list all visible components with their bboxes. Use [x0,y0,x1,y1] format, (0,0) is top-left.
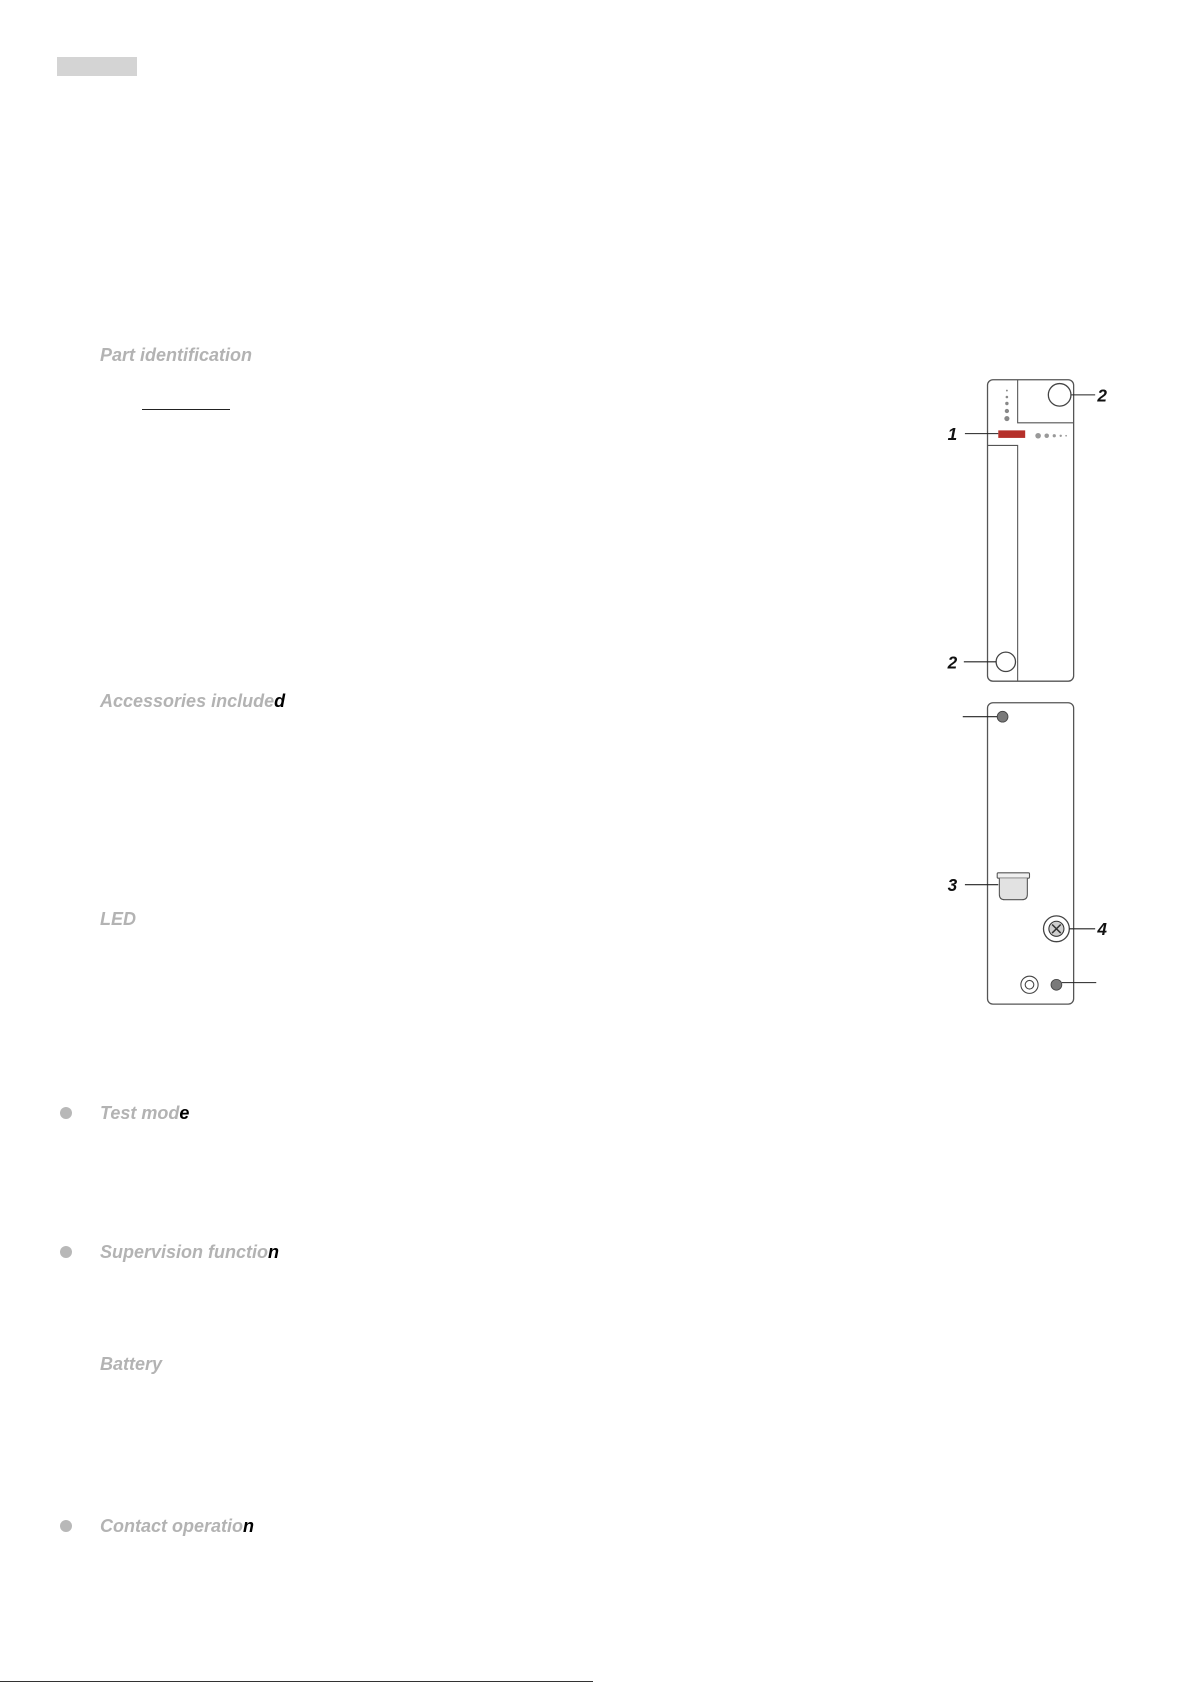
callout-2-top: 2 [1097,385,1107,406]
bullet-contact-operation [60,1520,72,1532]
heading-final-letter: d [274,691,286,711]
header-tab-block [57,57,137,76]
signal-dot-v2 [1006,396,1009,399]
battery-tab-body [999,878,1027,900]
heading-final-letter: n [268,1242,280,1262]
signal-dot-v1 [1006,390,1008,392]
heading-final-letter: n [243,1516,255,1536]
footnote-rule [0,1681,593,1682]
heading-test-mode: Test mode [100,1103,190,1123]
heading-battery: Battery [100,1354,163,1374]
signal-dot-h5 [1065,435,1067,437]
signal-dot-h1 [1035,433,1041,439]
bullet-supervision-function [60,1246,72,1258]
callout-4: 4 [1097,919,1107,940]
signal-dot-h3 [1053,434,1056,437]
callout-3: 3 [947,875,958,896]
mounting-hole-bottom [1051,979,1062,990]
signal-dot-h2 [1044,434,1049,439]
heading-contact-operation: Contact operation [100,1516,255,1536]
tamper-switch-inner [1025,980,1034,989]
heading-led: LED [100,909,136,929]
heading-final-letter: e [179,1103,190,1123]
callout-1: 1 [947,424,958,445]
signal-dot-v5 [1004,416,1009,421]
magnet-mark-bottom-circle [996,652,1015,671]
underline-rule [142,409,230,410]
led-indicator-bar [998,430,1025,438]
magnet-mark-top-circle [1048,384,1071,407]
callout-2-bottom: 2 [947,652,958,673]
bullet-test-mode [60,1107,72,1119]
heading-accessories-included: Accessories included [100,691,286,711]
heading-part-identification: Part identification [100,345,253,365]
signal-dot-v3 [1005,402,1008,405]
mounting-hole-top [997,711,1008,722]
signal-dot-h4 [1060,435,1062,437]
device-back-body [988,703,1074,1004]
device-front-body [988,380,1074,681]
battery-tab-rim [997,873,1029,878]
heading-supervision-function: Supervision function [100,1242,280,1262]
signal-dot-v4 [1005,409,1009,413]
device-diagram [938,372,1121,1013]
